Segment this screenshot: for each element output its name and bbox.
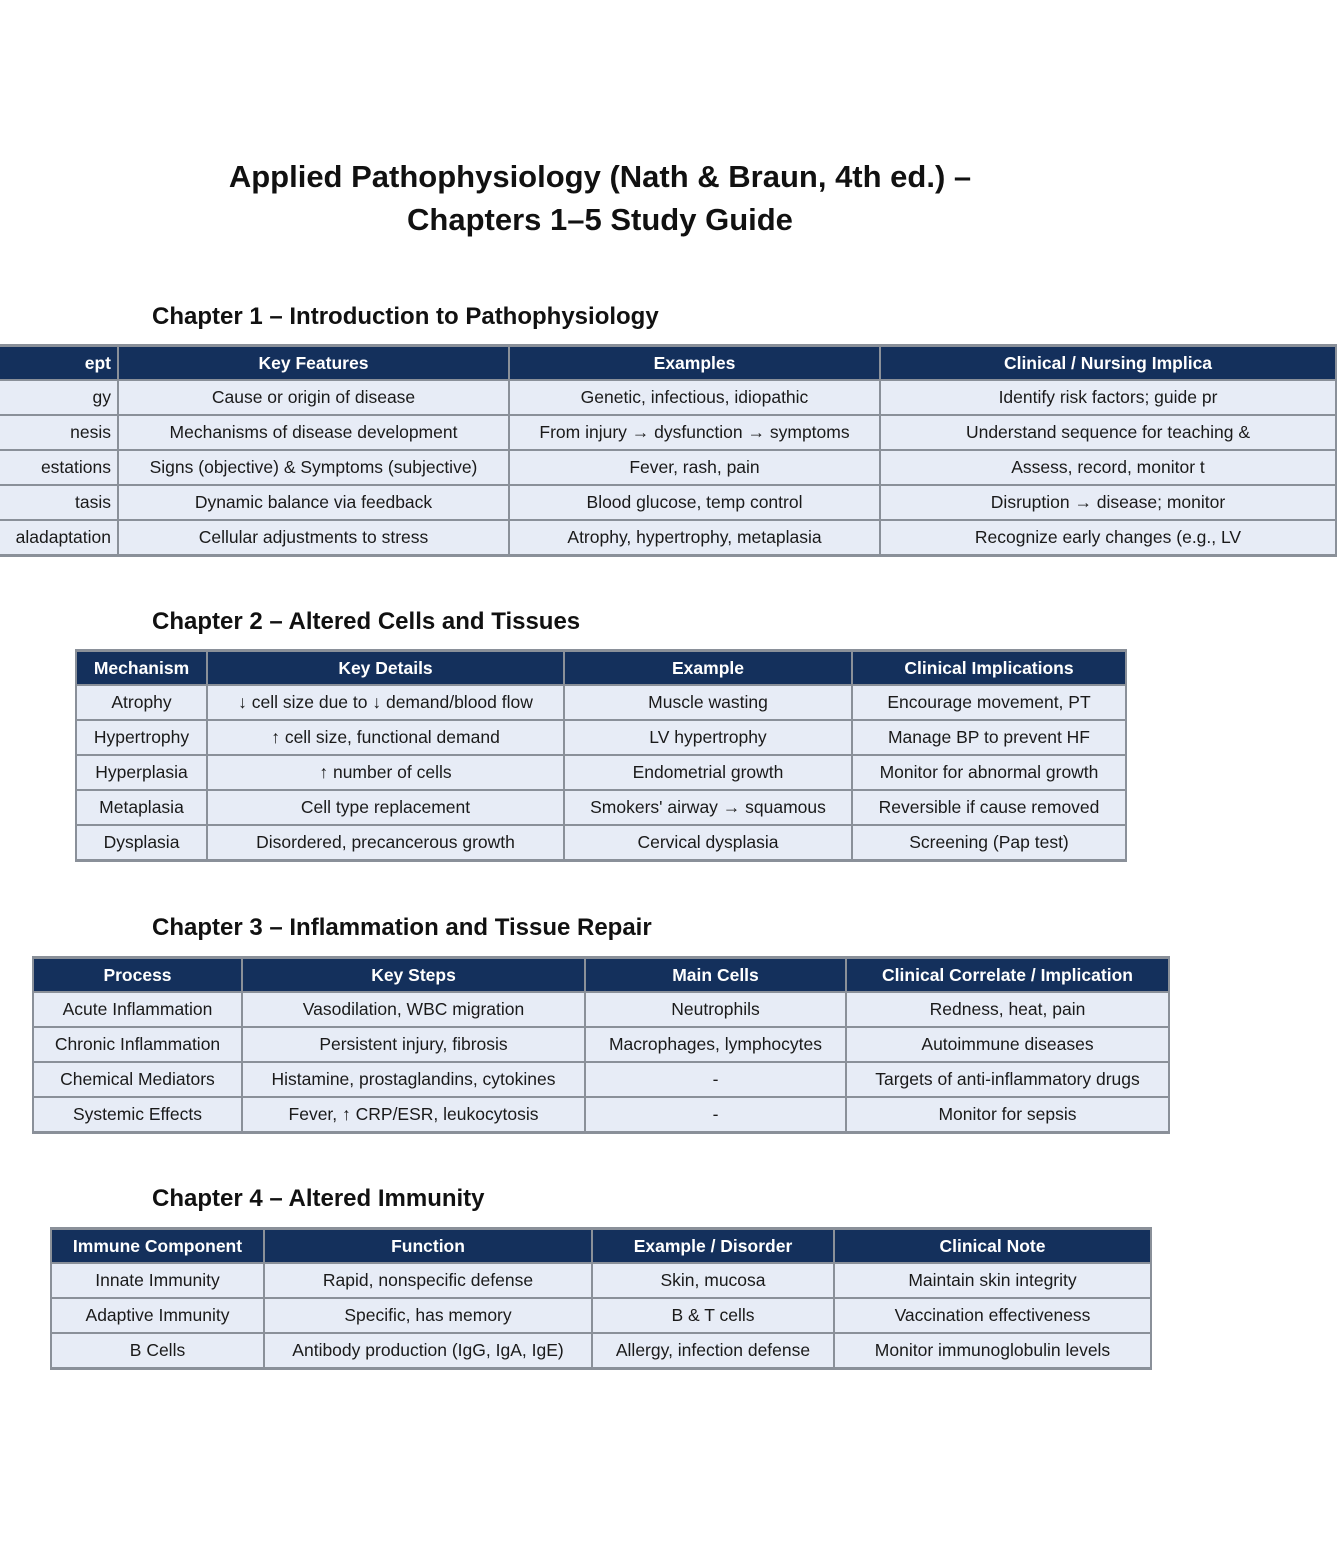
table-cell: Genetic, infectious, idiopathic xyxy=(509,380,880,415)
table-header-row xyxy=(33,958,1169,993)
table-row xyxy=(51,1263,1151,1298)
table-row xyxy=(33,992,1169,1027)
table-cell: Chronic Inflammation xyxy=(33,1027,242,1062)
table-cell: Smokers' airway → squamous xyxy=(564,790,852,825)
table-header-row xyxy=(0,346,1336,381)
table-cell: Neutrophils xyxy=(585,992,846,1027)
table-cell: nesis xyxy=(0,415,118,450)
table-cell: Persistent injury, fibrosis xyxy=(242,1027,585,1062)
table-row xyxy=(76,685,1126,720)
table-cell: Redness, heat, pain xyxy=(846,992,1169,1027)
chapter-4-table xyxy=(50,1227,1152,1370)
table-cell: Cell type replacement xyxy=(207,790,564,825)
table-cell: Fever, rash, pain xyxy=(509,450,880,485)
column-header: Mechanism xyxy=(76,651,207,686)
chapter-4-heading: Chapter 4 – Altered Immunity xyxy=(152,1185,485,1212)
table-cell: Monitor for sepsis xyxy=(846,1097,1169,1133)
table-cell: Disruption → disease; monitor xyxy=(880,485,1336,520)
table-cell: Dysplasia xyxy=(76,825,207,861)
table-cell: Vaccination effectiveness xyxy=(834,1298,1151,1333)
table-header-row xyxy=(76,651,1126,686)
table-cell: - xyxy=(585,1097,846,1133)
table-cell: Adaptive Immunity xyxy=(51,1298,264,1333)
table-cell: Autoimmune diseases xyxy=(846,1027,1169,1062)
table-cell: aladaptation xyxy=(0,520,118,556)
table-header-row xyxy=(51,1229,1151,1264)
table-cell: Endometrial growth xyxy=(564,755,852,790)
table-row xyxy=(51,1333,1151,1369)
table-cell: Muscle wasting xyxy=(564,685,852,720)
table-cell: Antibody production (IgG, IgA, IgE) xyxy=(264,1333,592,1369)
table-cell: Atrophy, hypertrophy, metaplasia xyxy=(509,520,880,556)
table-cell: Cellular adjustments to stress xyxy=(118,520,509,556)
table-cell: Cervical dysplasia xyxy=(564,825,852,861)
table-row xyxy=(33,1027,1169,1062)
table-row xyxy=(0,415,1336,450)
column-header: Clinical Correlate / Implication xyxy=(846,958,1169,993)
table-cell: Targets of anti-inflammatory drugs xyxy=(846,1062,1169,1097)
table-cell: Innate Immunity xyxy=(51,1263,264,1298)
table-cell: B & T cells xyxy=(592,1298,834,1333)
table-cell: Blood glucose, temp control xyxy=(509,485,880,520)
chapter-3-table xyxy=(32,956,1170,1134)
table-cell: Understand sequence for teaching & xyxy=(880,415,1336,450)
table-cell: Monitor for abnormal growth xyxy=(852,755,1126,790)
table-cell: Recognize early changes (e.g., LV xyxy=(880,520,1336,556)
table-cell: Metaplasia xyxy=(76,790,207,825)
table-cell: Assess, record, monitor t xyxy=(880,450,1336,485)
column-header: Example xyxy=(564,651,852,686)
column-header: Main Cells xyxy=(585,958,846,993)
table-row xyxy=(33,1062,1169,1097)
chapter-1-heading: Chapter 1 – Introduction to Pathophysiology xyxy=(152,303,659,330)
table-cell: Macrophages, lymphocytes xyxy=(585,1027,846,1062)
table-row xyxy=(51,1298,1151,1333)
table-cell: ↓ cell size due to ↓ demand/blood flow xyxy=(207,685,564,720)
column-header: Clinical Implications xyxy=(852,651,1126,686)
column-header: Function xyxy=(264,1229,592,1264)
page-title xyxy=(0,155,1200,241)
column-header: Key Details xyxy=(207,651,564,686)
table-cell: Hyperplasia xyxy=(76,755,207,790)
table-row xyxy=(0,380,1336,415)
table-cell: Histamine, prostaglandins, cytokines xyxy=(242,1062,585,1097)
table-cell: Signs (objective) & Symptoms (subjective) xyxy=(118,450,509,485)
table-cell: From injury → dysfunction → symptoms xyxy=(509,415,880,450)
column-header: ept xyxy=(0,346,118,381)
table-row xyxy=(76,720,1126,755)
table-cell: Screening (Pap test) xyxy=(852,825,1126,861)
table-cell: LV hypertrophy xyxy=(564,720,852,755)
table-cell: - xyxy=(585,1062,846,1097)
chapter-2-table xyxy=(75,649,1127,862)
chapter-1-table xyxy=(0,344,1337,557)
table-cell: estations xyxy=(0,450,118,485)
chapter-3-heading: Chapter 3 – Inflammation and Tissue Repair xyxy=(152,914,652,941)
table-row xyxy=(0,520,1336,556)
column-header: Example / Disorder xyxy=(592,1229,834,1264)
table-cell: Disordered, precancerous growth xyxy=(207,825,564,861)
table-cell: Atrophy xyxy=(76,685,207,720)
table-cell: Specific, has memory xyxy=(264,1298,592,1333)
table-cell: ↑ number of cells xyxy=(207,755,564,790)
table-cell: Manage BP to prevent HF xyxy=(852,720,1126,755)
table-cell: gy xyxy=(0,380,118,415)
table-cell: Monitor immunoglobulin levels xyxy=(834,1333,1151,1369)
table-row xyxy=(0,450,1336,485)
table-cell: B Cells xyxy=(51,1333,264,1369)
table-cell: Skin, mucosa xyxy=(592,1263,834,1298)
table-cell: Vasodilation, WBC migration xyxy=(242,992,585,1027)
table-row xyxy=(76,825,1126,861)
table-cell: Reversible if cause removed xyxy=(852,790,1126,825)
table-row xyxy=(33,1097,1169,1133)
table-cell: Fever, ↑ CRP/ESR, leukocytosis xyxy=(242,1097,585,1133)
table-cell: Cause or origin of disease xyxy=(118,380,509,415)
table-cell: Dynamic balance via feedback xyxy=(118,485,509,520)
table-cell: Allergy, infection defense xyxy=(592,1333,834,1369)
title-line-1: Applied Pathophysiology (Nath & Braun, 4th ed.) – xyxy=(228,159,972,194)
table-cell: Hypertrophy xyxy=(76,720,207,755)
column-header: Key Steps xyxy=(242,958,585,993)
table-row xyxy=(76,755,1126,790)
table-cell: Maintain skin integrity xyxy=(834,1263,1151,1298)
table-cell: tasis xyxy=(0,485,118,520)
table-cell: Acute Inflammation xyxy=(33,992,242,1027)
chapter-2-heading: Chapter 2 – Altered Cells and Tissues xyxy=(152,608,581,635)
column-header: Clinical Note xyxy=(834,1229,1151,1264)
table-cell: Chemical Mediators xyxy=(33,1062,242,1097)
table-cell: Systemic Effects xyxy=(33,1097,242,1133)
table-cell: Rapid, nonspecific defense xyxy=(264,1263,592,1298)
table-row xyxy=(76,790,1126,825)
column-header: Process xyxy=(33,958,242,993)
title-line-2: Chapters 1–5 Study Guide xyxy=(407,202,793,237)
table-cell: Encourage movement, PT xyxy=(852,685,1126,720)
column-header: Clinical / Nursing Implica xyxy=(880,346,1336,381)
column-header: Examples xyxy=(509,346,880,381)
column-header: Key Features xyxy=(118,346,509,381)
table-cell: ↑ cell size, functional demand xyxy=(207,720,564,755)
table-cell: Mechanisms of disease development xyxy=(118,415,509,450)
column-header: Immune Component xyxy=(51,1229,264,1264)
table-cell: Identify risk factors; guide pr xyxy=(880,380,1336,415)
table-row xyxy=(0,485,1336,520)
